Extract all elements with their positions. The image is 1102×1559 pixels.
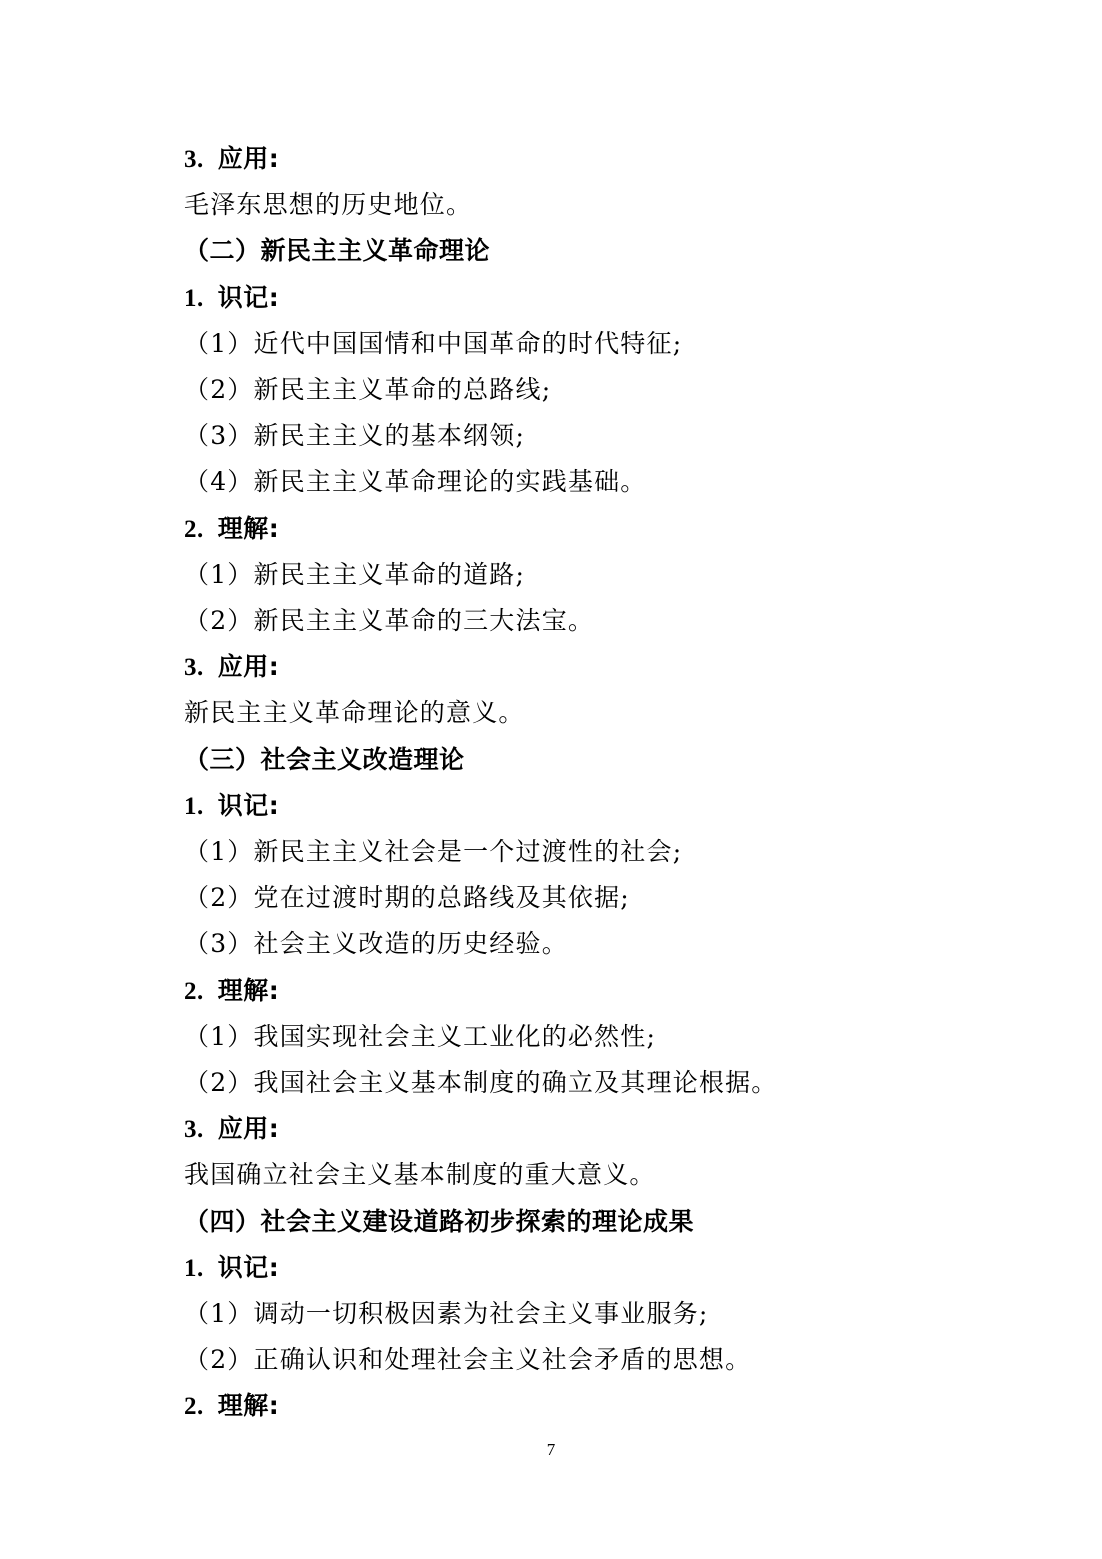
subheading-text: 识记: [217,282,280,312]
subheading-number: 1. [184,792,204,820]
subheading [184,275,279,321]
subheading-text: 识记: [217,790,280,820]
subheading [184,1106,279,1152]
subheading-number: 3. [184,654,204,682]
body-text-line: 我国确立社会主义基本制度的重大意义。 [184,1160,656,1190]
subheading [184,136,279,182]
subheading-text: 理解: [217,513,280,543]
subheading [184,968,279,1014]
body-text-line: （3）新民主主义的基本纲领; [184,421,526,451]
subheading-text: 应用: [217,652,280,682]
subheading-text: 识记: [217,1252,280,1282]
body-text-line: （1）新民主主义革命的道路; [184,559,526,589]
body-text-line: （2）我国社会主义基本制度的确立及其理论根据。 [184,1068,778,1097]
subheading-number: 2. [184,977,204,1005]
subheading-number: 3. [184,146,204,173]
subheading-text: 应用: [217,144,280,173]
subheading [184,1383,279,1429]
subheading-number: 2. [184,515,204,543]
body-text-line: （1）新民主主义社会是一个过渡性的社会; [184,837,683,866]
subheading-text: 理解: [217,975,280,1005]
body-text-line: （1）我国实现社会主义工业化的必然性; [184,1021,657,1051]
body-text-line: （4）新民主主义革命理论的实践基础。 [184,467,647,497]
page-number: 7 [546,1440,556,1459]
section-heading: （二）新民主主义革命理论 [184,236,491,266]
body-text-line: （1）近代中国国情和中国革命的时代特征; [184,328,683,358]
subheading [184,506,279,552]
body-text-line: （1）调动一切积极因素为社会主义事业服务; [184,1299,709,1328]
subheading-text: 理解: [217,1391,280,1421]
body-text-line: （3）社会主义改造的历史经验。 [184,929,568,959]
subheading-text: 应用: [217,1114,280,1144]
subheading [184,783,279,829]
body-text-line: （2）新民主主义革命的三大法宝。 [184,606,595,635]
body-text-line: 毛泽东思想的历史地位。 [184,190,473,220]
body-text-line: 新民主主义革命理论的意义。 [184,698,525,728]
subheading [184,644,279,690]
subheading [184,1245,279,1291]
body-text-line: （2）正确认识和处理社会主义社会矛盾的思想。 [184,1345,752,1375]
section-heading: （三）社会主义改造理论 [184,744,465,774]
subheading-number: 2. [184,1393,204,1421]
section-heading: （四）社会主义建设道路初步探索的理论成果 [184,1206,695,1236]
subheading-number: 3. [184,1116,204,1144]
body-text-line: （2）新民主主义革命的总路线; [184,375,552,404]
subheading-number: 1. [184,284,204,312]
subheading-number: 1. [184,1254,204,1282]
body-text-line: （2）党在过渡时期的总路线及其依据; [184,883,630,913]
